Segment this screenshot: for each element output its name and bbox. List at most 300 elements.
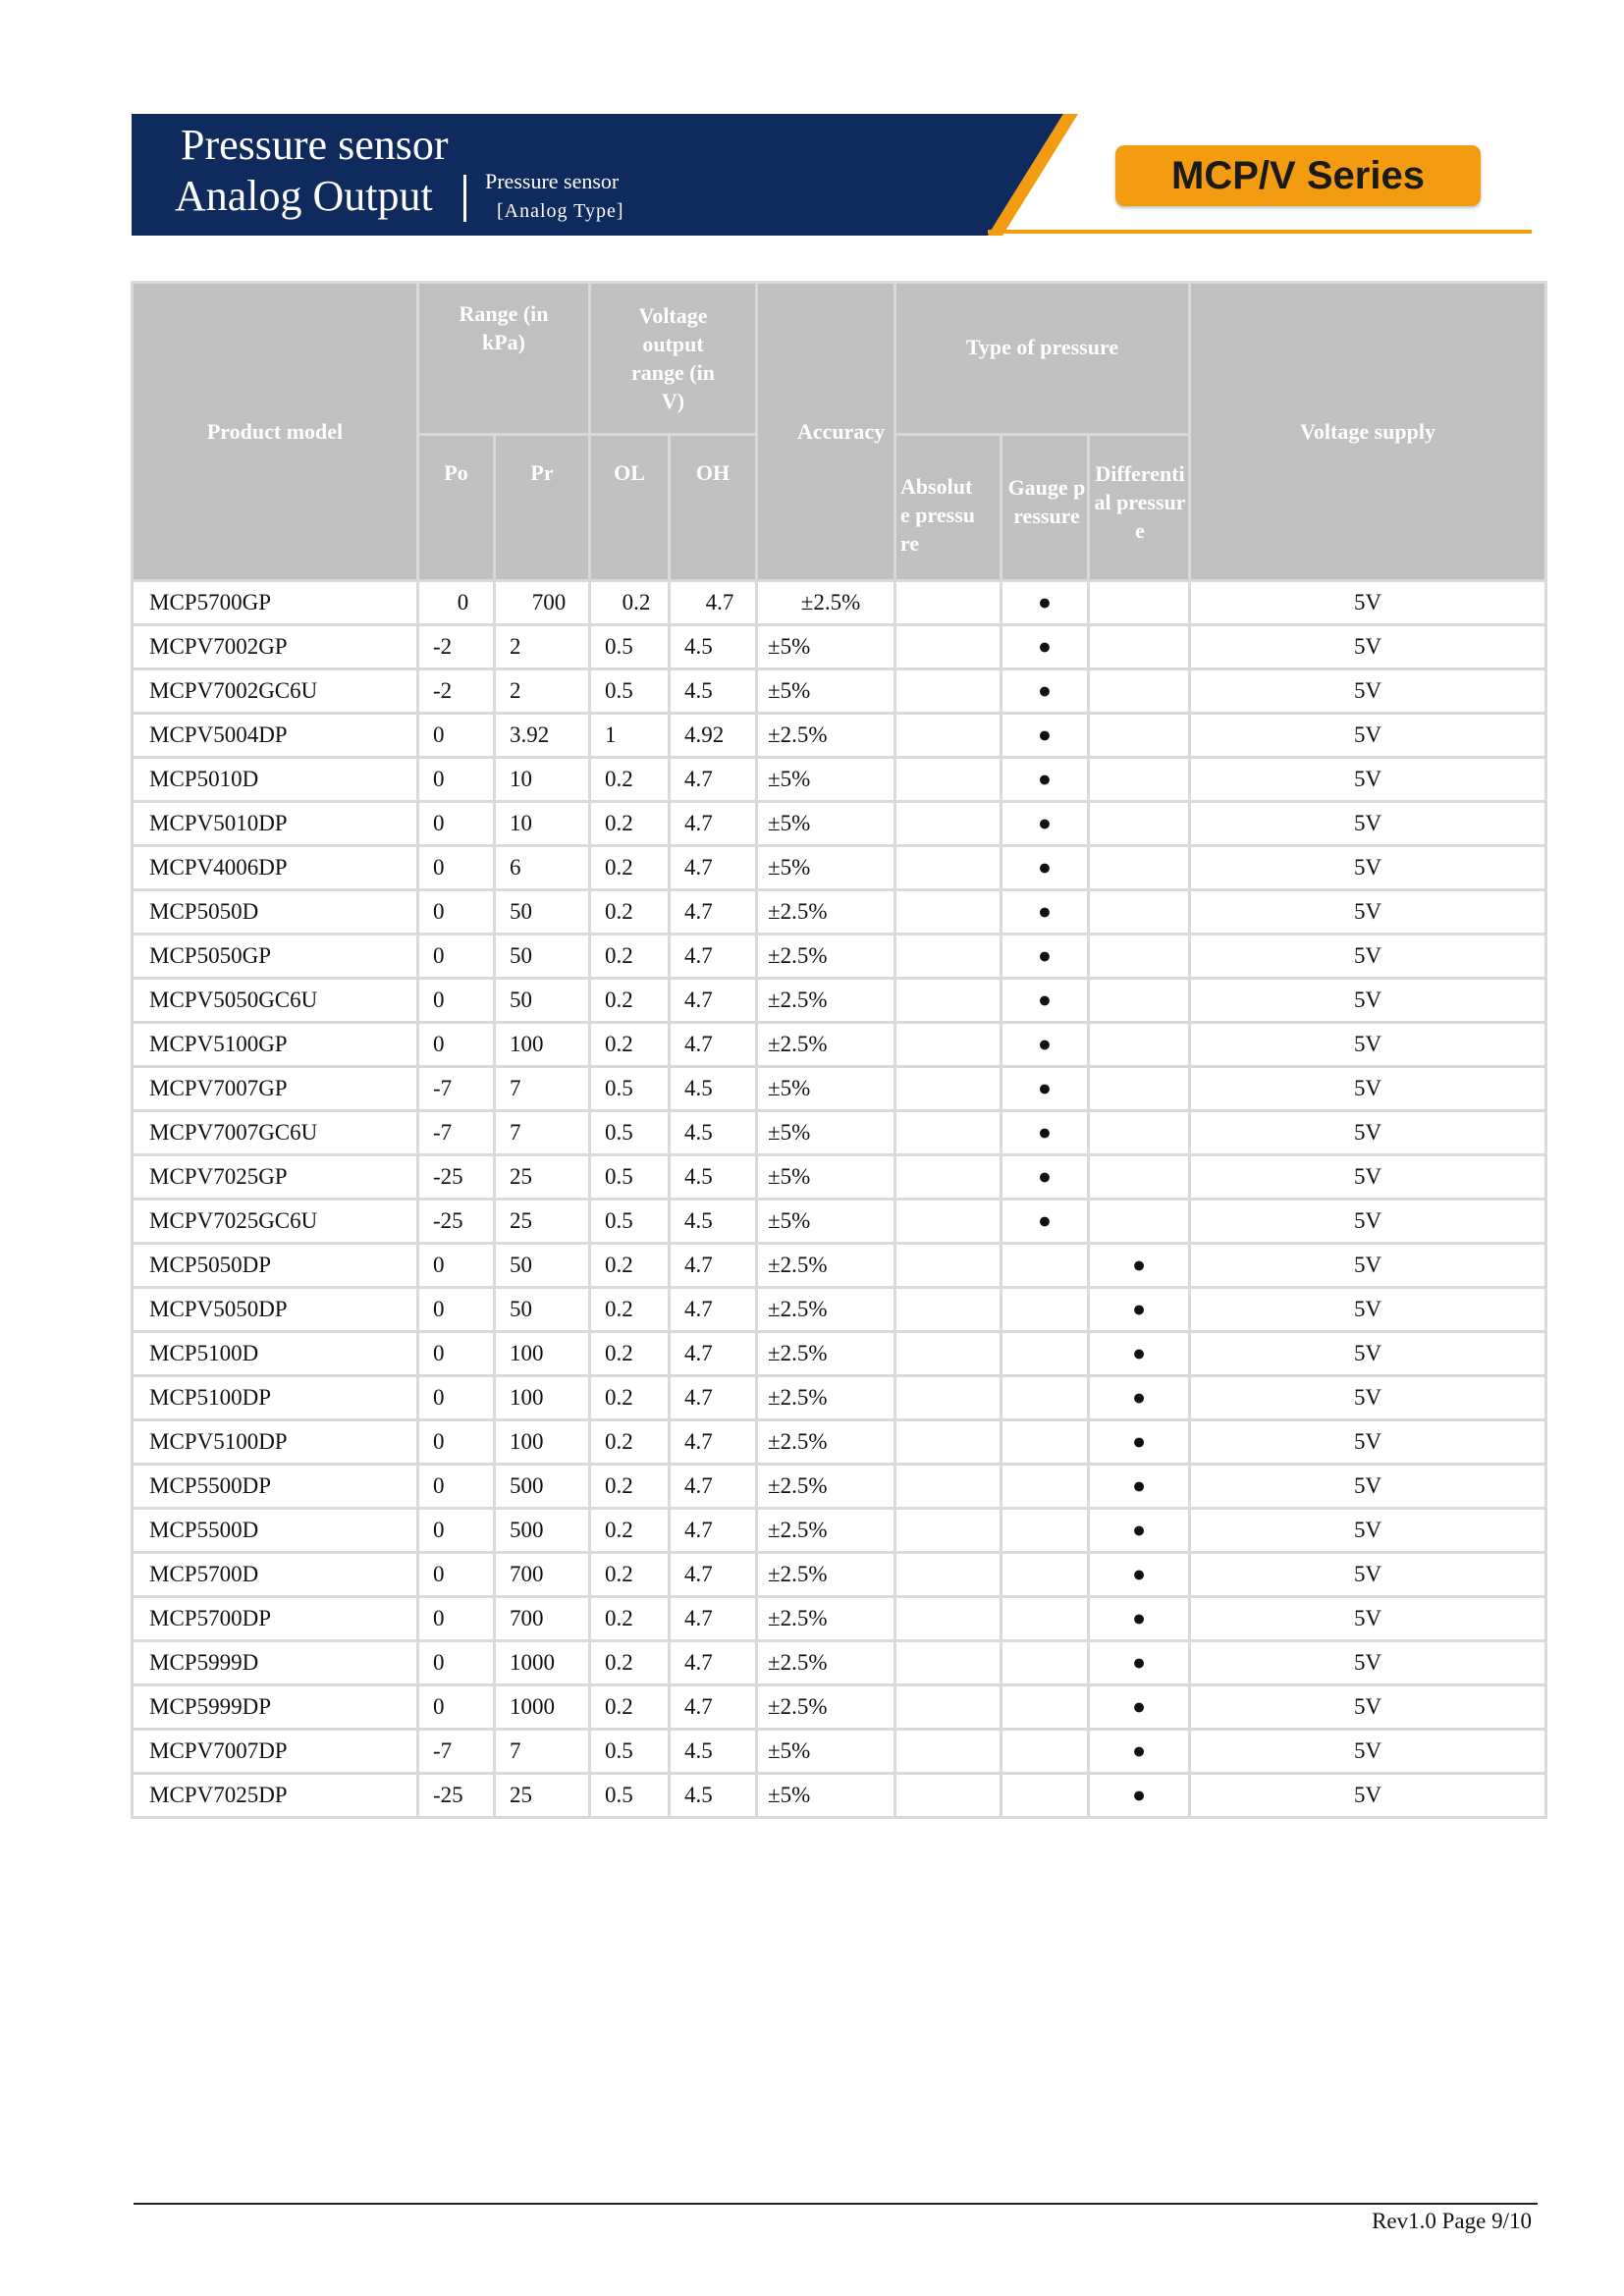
cell-absolute: [895, 934, 1001, 979]
header-absolute-label: Absolute pressure: [900, 473, 975, 556]
cell-ol: 0.2: [590, 758, 670, 802]
cell-pr: 50: [495, 979, 590, 1023]
cell-differential: ●: [1089, 1553, 1190, 1597]
header-pr-label: Pr: [530, 460, 554, 485]
cell-voltage-supply: 5V: [1190, 669, 1546, 714]
cell-pr: 100: [495, 1332, 590, 1376]
cell-voltage-supply: 5V: [1190, 581, 1546, 625]
cell-oh: 4.7: [670, 1288, 757, 1332]
cell-po: 0: [418, 934, 495, 979]
cell-po: 0: [418, 1553, 495, 1597]
cell-absolute: [895, 1685, 1001, 1730]
cell-ol: 0.5: [590, 1200, 670, 1244]
banner-title-line2: Analog Output: [175, 172, 433, 220]
cell-gauge: [1001, 1288, 1089, 1332]
cell-voltage-supply: 5V: [1190, 1641, 1546, 1685]
cell-po: 0: [418, 1509, 495, 1553]
cell-accuracy: ±2.5%: [757, 1641, 895, 1685]
cell-ol: 0.2: [590, 1420, 670, 1465]
table-row: [133, 1023, 1546, 1067]
cell-absolute: [895, 1420, 1001, 1465]
cell-po: -7: [418, 1067, 495, 1111]
cell-po: -7: [418, 1111, 495, 1155]
cell-oh: 4.7: [670, 1023, 757, 1067]
header-accuracy-label: Accuracy: [797, 419, 886, 444]
cell-gauge: ●: [1001, 890, 1089, 934]
cell-product-model: MCP5100DP: [133, 1376, 418, 1420]
header-voltage-output: [590, 283, 757, 435]
cell-ol: 0.5: [590, 669, 670, 714]
cell-po: -2: [418, 669, 495, 714]
cell-pr: 700: [495, 581, 590, 625]
header-accuracy: [757, 283, 895, 581]
cell-oh: 4.5: [670, 669, 757, 714]
cell-accuracy: ±2.5%: [757, 1244, 895, 1288]
cell-ol: 0.2: [590, 1465, 670, 1509]
cell-oh: 4.7: [670, 1685, 757, 1730]
cell-accuracy: ±2.5%: [757, 1685, 895, 1730]
cell-po: 0: [418, 1641, 495, 1685]
cell-oh: 4.7: [670, 1465, 757, 1509]
cell-gauge: ●: [1001, 758, 1089, 802]
cell-product-model: MCPV5004DP: [133, 714, 418, 758]
cell-accuracy: ±2.5%: [757, 714, 895, 758]
header-banner: [132, 114, 1536, 236]
cell-absolute: [895, 1332, 1001, 1376]
cell-oh: 4.5: [670, 1111, 757, 1155]
cell-accuracy: ±2.5%: [757, 1023, 895, 1067]
cell-voltage-supply: 5V: [1190, 1288, 1546, 1332]
cell-pr: 50: [495, 890, 590, 934]
cell-absolute: [895, 1730, 1001, 1774]
cell-oh: 4.5: [670, 625, 757, 669]
cell-pr: 7: [495, 1067, 590, 1111]
cell-ol: 0.2: [590, 1641, 670, 1685]
cell-voltage-supply: 5V: [1190, 1155, 1546, 1200]
cell-ol: 0.5: [590, 1067, 670, 1111]
cell-voltage-supply: 5V: [1190, 890, 1546, 934]
cell-gauge: ●: [1001, 846, 1089, 890]
cell-pr: 500: [495, 1465, 590, 1509]
cell-ol: 0.2: [590, 1509, 670, 1553]
cell-gauge: [1001, 1641, 1089, 1685]
cell-differential: ●: [1089, 1465, 1190, 1509]
cell-oh: 4.92: [670, 714, 757, 758]
cell-differential: ●: [1089, 1509, 1190, 1553]
cell-oh: 4.7: [670, 1332, 757, 1376]
header-type-of-pressure: [895, 283, 1190, 435]
cell-po: 0: [418, 758, 495, 802]
cell-product-model: MCP5700DP: [133, 1597, 418, 1641]
banner-separator: [463, 175, 466, 222]
cell-product-model: MCPV5100DP: [133, 1420, 418, 1465]
cell-product-model: MCP5999DP: [133, 1685, 418, 1730]
cell-pr: 3.92: [495, 714, 590, 758]
cell-gauge: [1001, 1730, 1089, 1774]
cell-accuracy: ±5%: [757, 1200, 895, 1244]
cell-ol: 0.2: [590, 1332, 670, 1376]
cell-gauge: ●: [1001, 581, 1089, 625]
cell-product-model: MCPV7025GP: [133, 1155, 418, 1200]
cell-accuracy: ±5%: [757, 1111, 895, 1155]
table-row: [133, 890, 1546, 934]
cell-absolute: [895, 802, 1001, 846]
cell-differential: [1089, 846, 1190, 890]
cell-product-model: MCP5500D: [133, 1509, 418, 1553]
cell-accuracy: ±2.5%: [757, 1420, 895, 1465]
cell-absolute: [895, 846, 1001, 890]
table-row: [133, 1685, 1546, 1730]
cell-voltage-supply: 5V: [1190, 1023, 1546, 1067]
cell-voltage-supply: 5V: [1190, 758, 1546, 802]
cell-voltage-supply: 5V: [1190, 714, 1546, 758]
cell-ol: 0.5: [590, 1774, 670, 1818]
cell-pr: 100: [495, 1420, 590, 1465]
cell-voltage-supply: 5V: [1190, 979, 1546, 1023]
banner-title-line1: Pressure sensor: [181, 121, 449, 169]
cell-oh: 4.7: [670, 1244, 757, 1288]
table-row: [133, 1288, 1546, 1332]
cell-pr: 100: [495, 1376, 590, 1420]
cell-ol: 0.2: [590, 890, 670, 934]
cell-po: 0: [418, 979, 495, 1023]
cell-po: 0: [418, 890, 495, 934]
table-row: [133, 1465, 1546, 1509]
cell-accuracy: ±5%: [757, 1067, 895, 1111]
cell-voltage-supply: 5V: [1190, 625, 1546, 669]
cell-ol: 0.2: [590, 979, 670, 1023]
header-range-label: Range (in kPa): [459, 301, 549, 354]
table-row: [133, 1067, 1546, 1111]
cell-oh: 4.5: [670, 1067, 757, 1111]
cell-product-model: MCPV7025DP: [133, 1774, 418, 1818]
cell-differential: [1089, 979, 1190, 1023]
cell-product-model: MCPV5100GP: [133, 1023, 418, 1067]
cell-ol: 0.2: [590, 1288, 670, 1332]
cell-oh: 4.7: [670, 758, 757, 802]
cell-gauge: ●: [1001, 1111, 1089, 1155]
cell-ol: 0.2: [590, 1023, 670, 1067]
table-row: [133, 1509, 1546, 1553]
cell-pr: 7: [495, 1730, 590, 1774]
cell-ol: 0.5: [590, 1730, 670, 1774]
cell-differential: ●: [1089, 1376, 1190, 1420]
cell-pr: 25: [495, 1155, 590, 1200]
cell-po: 0: [418, 1465, 495, 1509]
cell-ol: 0.2: [590, 1597, 670, 1641]
cell-differential: ●: [1089, 1288, 1190, 1332]
cell-gauge: ●: [1001, 714, 1089, 758]
cell-differential: [1089, 1023, 1190, 1067]
cell-differential: [1089, 625, 1190, 669]
cell-accuracy: ±5%: [757, 669, 895, 714]
cell-po: 0: [418, 581, 495, 625]
cell-differential: [1089, 758, 1190, 802]
cell-ol: 0.2: [590, 581, 670, 625]
page-number: Rev1.0 Page 9/10: [1372, 2209, 1532, 2233]
cell-differential: [1089, 802, 1190, 846]
table-row: [133, 1111, 1546, 1155]
cell-oh: 4.7: [670, 846, 757, 890]
cell-absolute: [895, 669, 1001, 714]
cell-differential: ●: [1089, 1774, 1190, 1818]
cell-voltage-supply: 5V: [1190, 846, 1546, 890]
cell-oh: 4.5: [670, 1155, 757, 1200]
cell-accuracy: ±2.5%: [757, 1376, 895, 1420]
cell-product-model: MCPV7002GP: [133, 625, 418, 669]
cell-accuracy: ±5%: [757, 1774, 895, 1818]
cell-gauge: [1001, 1685, 1089, 1730]
cell-absolute: [895, 581, 1001, 625]
cell-voltage-supply: 5V: [1190, 1420, 1546, 1465]
cell-voltage-supply: 5V: [1190, 1730, 1546, 1774]
cell-pr: 700: [495, 1553, 590, 1597]
cell-gauge: [1001, 1509, 1089, 1553]
header-po: [418, 435, 495, 581]
cell-accuracy: ±2.5%: [757, 1332, 895, 1376]
table-row: [133, 1641, 1546, 1685]
cell-differential: [1089, 1067, 1190, 1111]
header-differential-label: Differential pressure: [1094, 460, 1186, 543]
cell-absolute: [895, 1244, 1001, 1288]
cell-ol: 0.2: [590, 1376, 670, 1420]
cell-accuracy: ±2.5%: [757, 979, 895, 1023]
cell-gauge: [1001, 1332, 1089, 1376]
series-badge: MCP/V Series: [1115, 145, 1481, 206]
cell-oh: 4.7: [670, 934, 757, 979]
cell-gauge: [1001, 1597, 1089, 1641]
header-oh-label: OH: [695, 460, 731, 485]
cell-absolute: [895, 1200, 1001, 1244]
header-ol: [590, 435, 670, 581]
cell-differential: ●: [1089, 1244, 1190, 1288]
cell-po: 0: [418, 1288, 495, 1332]
cell-po: 0: [418, 846, 495, 890]
table-row: [133, 1597, 1546, 1641]
cell-pr: 25: [495, 1774, 590, 1818]
cell-voltage-supply: 5V: [1190, 1067, 1546, 1111]
header-type-of-pressure-label: Type of pressure: [965, 334, 1119, 359]
cell-po: 0: [418, 1685, 495, 1730]
cell-po: 0: [418, 1597, 495, 1641]
cell-gauge: [1001, 1553, 1089, 1597]
cell-pr: 1000: [495, 1685, 590, 1730]
cell-pr: 50: [495, 1244, 590, 1288]
cell-po: -25: [418, 1200, 495, 1244]
cell-product-model: MCPV5050GC6U: [133, 979, 418, 1023]
cell-differential: ●: [1089, 1730, 1190, 1774]
cell-pr: 10: [495, 758, 590, 802]
cell-gauge: ●: [1001, 625, 1089, 669]
cell-gauge: ●: [1001, 669, 1089, 714]
cell-absolute: [895, 758, 1001, 802]
cell-po: -25: [418, 1155, 495, 1200]
cell-product-model: MCP5700GP: [133, 581, 418, 625]
cell-pr: 10: [495, 802, 590, 846]
cell-oh: 4.7: [670, 1553, 757, 1597]
cell-oh: 4.7: [670, 979, 757, 1023]
cell-oh: 4.5: [670, 1200, 757, 1244]
cell-po: -25: [418, 1774, 495, 1818]
header-oh: [670, 435, 757, 581]
cell-differential: ●: [1089, 1420, 1190, 1465]
cell-po: -2: [418, 625, 495, 669]
cell-ol: 0.2: [590, 934, 670, 979]
cell-voltage-supply: 5V: [1190, 1774, 1546, 1818]
cell-product-model: MCP5100D: [133, 1332, 418, 1376]
banner-subtitle-line1: Pressure sensor: [485, 169, 620, 193]
cell-accuracy: ±5%: [757, 1155, 895, 1200]
cell-voltage-supply: 5V: [1190, 1200, 1546, 1244]
header-pr: [495, 435, 590, 581]
spec-table-body: [133, 581, 1546, 1818]
table-row: [133, 1376, 1546, 1420]
table-row: [133, 758, 1546, 802]
cell-product-model: MCP5999D: [133, 1641, 418, 1685]
cell-oh: 4.7: [670, 581, 757, 625]
cell-pr: 100: [495, 1023, 590, 1067]
cell-differential: ●: [1089, 1597, 1190, 1641]
cell-pr: 700: [495, 1597, 590, 1641]
cell-differential: [1089, 1111, 1190, 1155]
cell-differential: ●: [1089, 1641, 1190, 1685]
footer-rule: [134, 2203, 1538, 2205]
cell-ol: 1: [590, 714, 670, 758]
table-row: [133, 581, 1546, 625]
table-row: [133, 1244, 1546, 1288]
cell-product-model: MCP5050D: [133, 890, 418, 934]
cell-voltage-supply: 5V: [1190, 934, 1546, 979]
cell-absolute: [895, 1509, 1001, 1553]
cell-accuracy: ±5%: [757, 625, 895, 669]
cell-oh: 4.7: [670, 1420, 757, 1465]
cell-voltage-supply: 5V: [1190, 1376, 1546, 1420]
table-row: [133, 714, 1546, 758]
cell-product-model: MCPV7007GP: [133, 1067, 418, 1111]
cell-absolute: [895, 1288, 1001, 1332]
table-row: [133, 934, 1546, 979]
cell-ol: 0.5: [590, 1155, 670, 1200]
cell-gauge: ●: [1001, 1023, 1089, 1067]
cell-product-model: MCPV5010DP: [133, 802, 418, 846]
cell-absolute: [895, 1553, 1001, 1597]
cell-voltage-supply: 5V: [1190, 802, 1546, 846]
cell-po: 0: [418, 714, 495, 758]
cell-po: 0: [418, 1376, 495, 1420]
table-row: [133, 1420, 1546, 1465]
cell-accuracy: ±5%: [757, 1730, 895, 1774]
cell-ol: 0.2: [590, 1685, 670, 1730]
cell-ol: 0.5: [590, 1111, 670, 1155]
header-ol-label: OL: [614, 460, 645, 485]
cell-absolute: [895, 714, 1001, 758]
cell-pr: 25: [495, 1200, 590, 1244]
table-row: [133, 1332, 1546, 1376]
cell-gauge: ●: [1001, 979, 1089, 1023]
header-absolute: [895, 435, 1001, 581]
cell-absolute: [895, 1641, 1001, 1685]
cell-gauge: ●: [1001, 934, 1089, 979]
cell-accuracy: ±2.5%: [757, 581, 895, 625]
table-row: [133, 1730, 1546, 1774]
table-row: [133, 625, 1546, 669]
cell-absolute: [895, 979, 1001, 1023]
cell-ol: 0.2: [590, 846, 670, 890]
cell-differential: [1089, 669, 1190, 714]
cell-pr: 50: [495, 934, 590, 979]
cell-absolute: [895, 1465, 1001, 1509]
banner-subtitle-line2: [Analog Type]: [497, 200, 624, 222]
cell-voltage-supply: 5V: [1190, 1111, 1546, 1155]
cell-absolute: [895, 1155, 1001, 1200]
cell-ol: 0.2: [590, 1244, 670, 1288]
cell-oh: 4.7: [670, 1597, 757, 1641]
cell-ol: 0.2: [590, 802, 670, 846]
cell-product-model: MCPV7007GC6U: [133, 1111, 418, 1155]
table-row: [133, 802, 1546, 846]
cell-product-model: MCPV7025GC6U: [133, 1200, 418, 1244]
cell-oh: 4.7: [670, 1509, 757, 1553]
header-voltage-supply: Voltage supply: [1190, 283, 1546, 581]
header-gauge: [1001, 435, 1089, 581]
cell-po: 0: [418, 1332, 495, 1376]
cell-accuracy: ±2.5%: [757, 1597, 895, 1641]
cell-pr: 1000: [495, 1641, 590, 1685]
cell-po: 0: [418, 1023, 495, 1067]
cell-gauge: [1001, 1376, 1089, 1420]
product-spec-table: [131, 281, 1547, 1819]
cell-pr: 7: [495, 1111, 590, 1155]
cell-product-model: MCP5010D: [133, 758, 418, 802]
cell-product-model: MCPV7002GC6U: [133, 669, 418, 714]
cell-differential: ●: [1089, 1332, 1190, 1376]
cell-oh: 4.7: [670, 1641, 757, 1685]
header-gauge-label: Gauge pressure: [1007, 475, 1086, 528]
table-row: [133, 1200, 1546, 1244]
cell-voltage-supply: 5V: [1190, 1244, 1546, 1288]
cell-po: 0: [418, 1420, 495, 1465]
cell-absolute: [895, 625, 1001, 669]
cell-gauge: ●: [1001, 1067, 1089, 1111]
cell-differential: [1089, 934, 1190, 979]
header-product-model: Product model: [133, 283, 418, 581]
cell-accuracy: ±5%: [757, 802, 895, 846]
header-po-label: Po: [444, 460, 468, 485]
cell-voltage-supply: 5V: [1190, 1332, 1546, 1376]
header-range: [418, 283, 590, 435]
cell-gauge: [1001, 1244, 1089, 1288]
cell-ol: 0.5: [590, 625, 670, 669]
cell-differential: ●: [1089, 1685, 1190, 1730]
header-voltage-output-label: Voltage output range (in V): [631, 303, 715, 413]
cell-po: 0: [418, 802, 495, 846]
cell-product-model: MCPV5050DP: [133, 1288, 418, 1332]
cell-absolute: [895, 1023, 1001, 1067]
cell-accuracy: ±2.5%: [757, 1553, 895, 1597]
cell-ol: 0.2: [590, 1553, 670, 1597]
cell-differential: [1089, 1155, 1190, 1200]
cell-absolute: [895, 1597, 1001, 1641]
table-row: [133, 1774, 1546, 1818]
cell-accuracy: ±2.5%: [757, 1288, 895, 1332]
cell-accuracy: ±2.5%: [757, 1509, 895, 1553]
cell-gauge: ●: [1001, 1200, 1089, 1244]
table-row: [133, 1553, 1546, 1597]
cell-differential: [1089, 581, 1190, 625]
cell-gauge: [1001, 1774, 1089, 1818]
cell-voltage-supply: 5V: [1190, 1553, 1546, 1597]
cell-pr: 2: [495, 669, 590, 714]
